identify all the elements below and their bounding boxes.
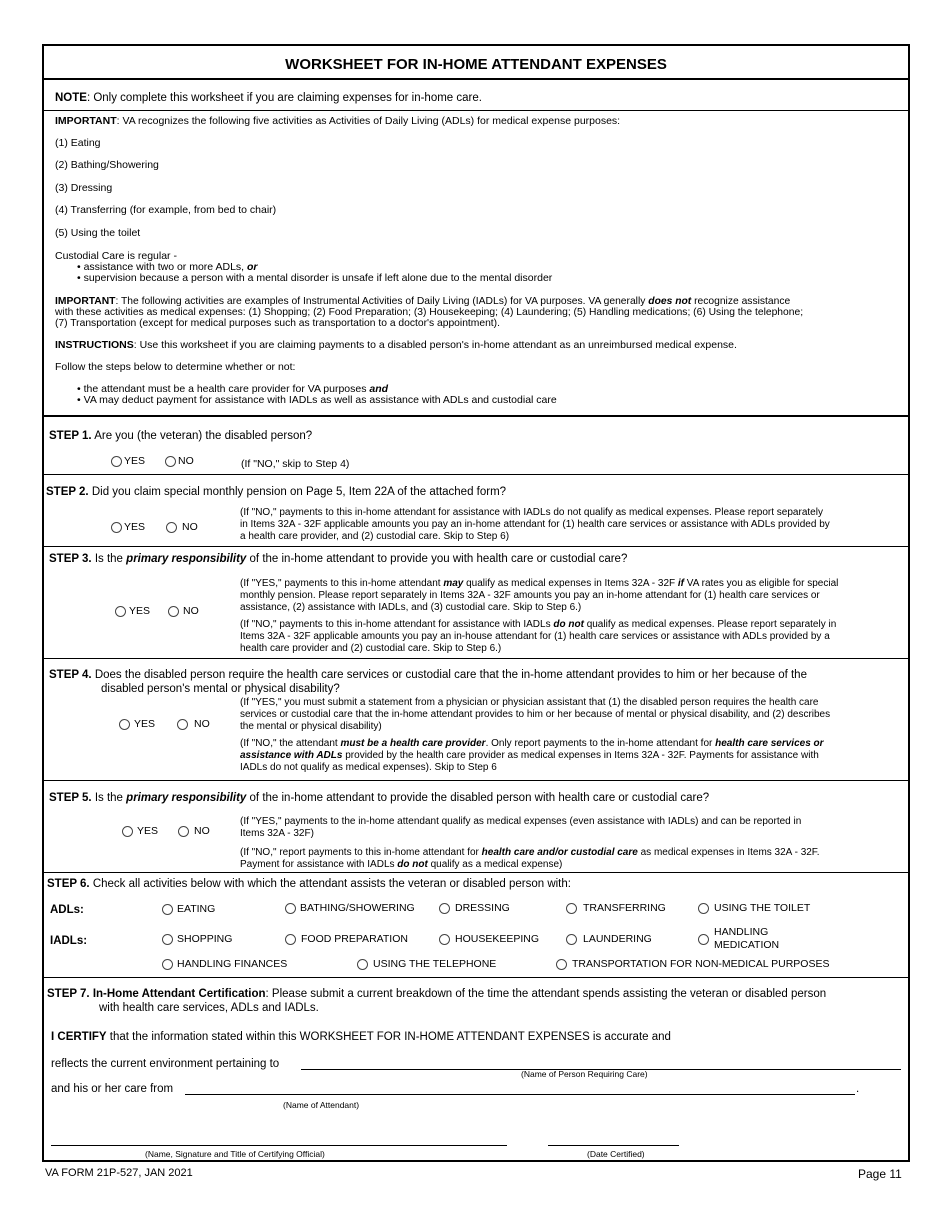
iadls-label: IADLs: (50, 935, 88, 947)
step4-yes-note: (If "YES," you must submit a statement from a physician or physician assistant that (1) the disabled person requires the health care (240, 697, 819, 708)
adl-item: (1) Eating (55, 137, 101, 149)
step5-yes-note: Items 32A - 32F) (240, 828, 314, 839)
shopping-checkbox[interactable] (162, 934, 173, 945)
custodial-intro: Custodial Care is regular - (55, 250, 177, 262)
step2-no-label: NO (182, 521, 198, 533)
housekeeping-checkbox[interactable] (439, 934, 450, 945)
step4-no-label: NO (194, 718, 210, 730)
step4-yes-radio[interactable] (119, 719, 130, 730)
step4-no-note: IADLs do not qualify as medical expenses). Skip to Step 6 (240, 762, 497, 773)
step5-yes-note: (If "YES," payments to the in-home attendant qualify as medical expenses (even assistance with IADLs) and can be reported in (240, 816, 802, 827)
step4-yes-label: YES (134, 718, 156, 730)
note-text: NOTE: Only complete this worksheet if you are claiming expenses for in-home care. (55, 92, 482, 104)
eating-checkbox[interactable] (162, 904, 173, 915)
step4-no-note: assistance with ADLs provided by the health care provider as medical expenses in Items 32A - 32F. Payments for assistance with (240, 750, 819, 761)
signature-caption: (Name, Signature and Title of Certifying Official) (145, 1149, 325, 1159)
care-from-label: and his or her care from (51, 1083, 174, 1095)
step2-yes-label: YES (124, 521, 146, 533)
step4-yes-note: the mental or physical disability) (240, 721, 382, 732)
using-telephone-checkbox[interactable] (357, 959, 368, 970)
step2-note: (If "NO," payments to this in-home attendant for assistance with IADLs do not qualify as medical expenses. Please report separately (240, 507, 823, 518)
using-toilet-checkbox[interactable] (698, 903, 709, 914)
follow-bullet: • the attendant must be a health care provider for VA purposes and (77, 383, 389, 395)
adl-item: (2) Bathing/Showering (55, 159, 159, 171)
section-divider (44, 415, 908, 417)
transportation-checkbox[interactable] (556, 959, 567, 970)
important-adls: IMPORTANT: VA recognizes the following five activities as Activities of Daily Living (ADLs) for medical expense purposes: (55, 115, 621, 127)
step4-question-cont: disabled person's mental or physical disability? (101, 683, 340, 695)
handling-finances-label: HANDLING FINANCES (177, 958, 288, 970)
step3-yes-radio[interactable] (115, 606, 126, 617)
step3-yes-label: YES (129, 605, 151, 617)
housekeeping-label: HOUSEKEEPING (455, 933, 540, 945)
step3-yes-note: assistance, (2) assistance with IADLs, and (3) custodial care. Skip to Step 6.) (240, 602, 582, 613)
laundering-checkbox[interactable] (566, 934, 577, 945)
custodial-bullet: • supervision because a person with a mental disorder is unsafe if left alone due to the mental disorder (77, 272, 553, 284)
signature-field[interactable] (51, 1145, 507, 1146)
step2-question: STEP 2. Did you claim special monthly pension on Page 5, Item 22A of the attached form? (46, 486, 507, 498)
divider (44, 977, 908, 978)
bathing-checkbox[interactable] (285, 903, 296, 914)
important-iadls-line: with these activities as medical expenses: (1) Shopping; (2) Food Preparation; (3) Housekeeping; (4) Laundering; (5) Handling medications; (6) Using the telephone; (55, 307, 804, 318)
transferring-label: TRANSFERRING (583, 902, 666, 914)
bathing-label: BATHING/SHOWERING (300, 902, 415, 914)
step5-question: STEP 5. Is the primary responsibility of the in-home attendant to provide the disabled person with health care or custodial care? (49, 792, 710, 804)
step1-yes-label: YES (124, 455, 146, 467)
dressing-checkbox[interactable] (439, 903, 450, 914)
step3-no-note: health care provider and (2) custodial care. Skip to Step 6.) (240, 643, 502, 654)
step2-yes-radio[interactable] (111, 522, 122, 533)
step4-question: STEP 4. Does the disabled person require the health care services or custodial care that the in-home attendant provides to him or her because of the (49, 669, 807, 681)
step6-question: STEP 6. Check all activities below with which the attendant assists the veteran or disabled person with: (47, 878, 571, 890)
divider (44, 474, 908, 475)
step3-no-note: Items 32A - 32F applicable amounts you pay an in-house attendant for (1) health care services or assistance with ADLs provided by a (240, 631, 830, 642)
adl-item: (4) Transferring (for example, from bed to chair) (55, 204, 277, 216)
step2-note: a health care provider, and (2) custodial care. Skip to Step 6) (240, 531, 510, 542)
transportation-label: TRANSPORTATION FOR NON-MEDICAL PURPOSES (572, 958, 830, 970)
step3-question: STEP 3. Is the primary responsibility of the in-home attendant to provide you with health care or custodial care? (49, 553, 628, 565)
step2-note: in Items 32A - 32F applicable amounts you pay an in-home attendant for (1) health care services or assistance with ADLs provided by (240, 519, 830, 530)
step5-no-label: NO (194, 825, 210, 837)
step7-question: STEP 7. In-Home Attendant Certification: Please submit a current breakdown of the time the attendant spends assisting the veteran or disabled person (47, 988, 827, 1000)
adl-item: (5) Using the toilet (55, 227, 141, 239)
step3-no-radio[interactable] (168, 606, 179, 617)
important-iadls-line: (7) Transportation (except for medical purposes such as transportation to a doctor's appointment). (55, 318, 500, 329)
page-number: Page 11 (858, 1167, 902, 1181)
handling-medication-label: HANDLING (714, 926, 769, 938)
food-preparation-label: FOOD PREPARATION (301, 933, 408, 945)
instructions: INSTRUCTIONS: Use this worksheet if you are claiming payments to a disabled person's in-home attendant as an unreimbursed medical expense. (55, 339, 737, 351)
laundering-label: LAUNDERING (583, 933, 652, 945)
step5-yes-label: YES (137, 825, 159, 837)
handling-finances-checkbox[interactable] (162, 959, 173, 970)
shopping-label: SHOPPING (177, 933, 233, 945)
worksheet-frame (42, 44, 910, 1162)
step7-question-cont: with health care services, ADLs and IADLs. (99, 1002, 319, 1014)
divider (44, 780, 908, 781)
divider (44, 110, 908, 111)
step3-yes-note: monthly pension. Please report separately in Items 32A - 32F amounts you pay an in-home attendant for (1) health care services or (240, 590, 820, 601)
form-number: VA FORM 21P-527, JAN 2021 (45, 1167, 193, 1179)
adl-item: (3) Dressing (55, 182, 113, 194)
step5-no-radio[interactable] (178, 826, 189, 837)
step1-note: (If "NO," skip to Step 4) (241, 458, 350, 470)
step5-no-note: Payment for assistance with IADLs do not qualify as a medical expense) (240, 859, 563, 870)
step3-yes-note: (If "YES," payments to this in-home attendant may qualify as medical expenses in Items 32A - 32F if VA rates you as eligible for special (240, 578, 839, 589)
follow-bullet: • VA may deduct payment for assistance with IADLs as well as assistance with ADLs and custodial care (77, 394, 557, 406)
step2-no-radio[interactable] (166, 522, 177, 533)
adls-label: ADLs: (50, 904, 84, 916)
step5-yes-radio[interactable] (122, 826, 133, 837)
handling-medication-label: MEDICATION (714, 939, 780, 951)
follow-steps: Follow the steps below to determine whether or not: (55, 361, 296, 373)
step3-no-label: NO (183, 605, 199, 617)
divider (44, 546, 908, 547)
period: . (856, 1083, 860, 1095)
attendant-name-field[interactable] (185, 1094, 855, 1095)
step1-question: STEP 1. Are you (the veteran) the disabled person? (49, 430, 313, 442)
certify-statement: I CERTIFY that the information stated within this WORKSHEET FOR IN-HOME ATTENDANT EXPENSES is accurate and (51, 1031, 671, 1043)
step1-no-label: NO (178, 455, 194, 467)
important-iadls: IMPORTANT: The following activities are examples of Instrumental Activities of Daily Living (IADLs) for VA purposes. VA generally does not recognize assistance (55, 296, 791, 307)
food-preparation-checkbox[interactable] (285, 934, 296, 945)
dressing-label: DRESSING (455, 902, 510, 914)
reflects-label: reflects the current environment pertaining to (51, 1058, 280, 1070)
using-toilet-label: USING THE TOILET (714, 902, 811, 914)
date-field[interactable] (548, 1145, 679, 1146)
step1-yes-radio[interactable] (111, 456, 122, 467)
date-caption: (Date Certified) (587, 1149, 645, 1159)
using-telephone-label: USING THE TELEPHONE (373, 958, 497, 970)
attendant-caption: (Name of Attendant) (283, 1100, 360, 1110)
transferring-checkbox[interactable] (566, 903, 577, 914)
page-title: WORKSHEET FOR IN-HOME ATTENDANT EXPENSES (44, 46, 908, 80)
handling-medication-checkbox[interactable] (698, 934, 709, 945)
divider (44, 658, 908, 659)
divider (44, 872, 908, 873)
step1-no-radio[interactable] (165, 456, 176, 467)
name-caption: (Name of Person Requiring Care) (521, 1069, 648, 1079)
step5-no-note: (If "NO," report payments to this in-home attendant for health care and/or custodial care as medical expenses in Items 32A - 32F. (240, 847, 820, 858)
eating-label: EATING (177, 903, 216, 915)
custodial-bullet: • assistance with two or more ADLs, or (77, 261, 258, 273)
step4-yes-note: services or custodial care that the in-home attendant provides to him or her because of mental or physical disability, and (2) describes (240, 709, 831, 720)
step3-no-note: (If "NO," payments to this in-home attendant for assistance with IADLs do not qualify as medical expenses. Please report separately in (240, 619, 837, 630)
step4-no-note: (If "NO," the attendant must be a health care provider. Only report payments to the in-home attendant for health care services or (240, 738, 824, 749)
step4-no-radio[interactable] (177, 719, 188, 730)
